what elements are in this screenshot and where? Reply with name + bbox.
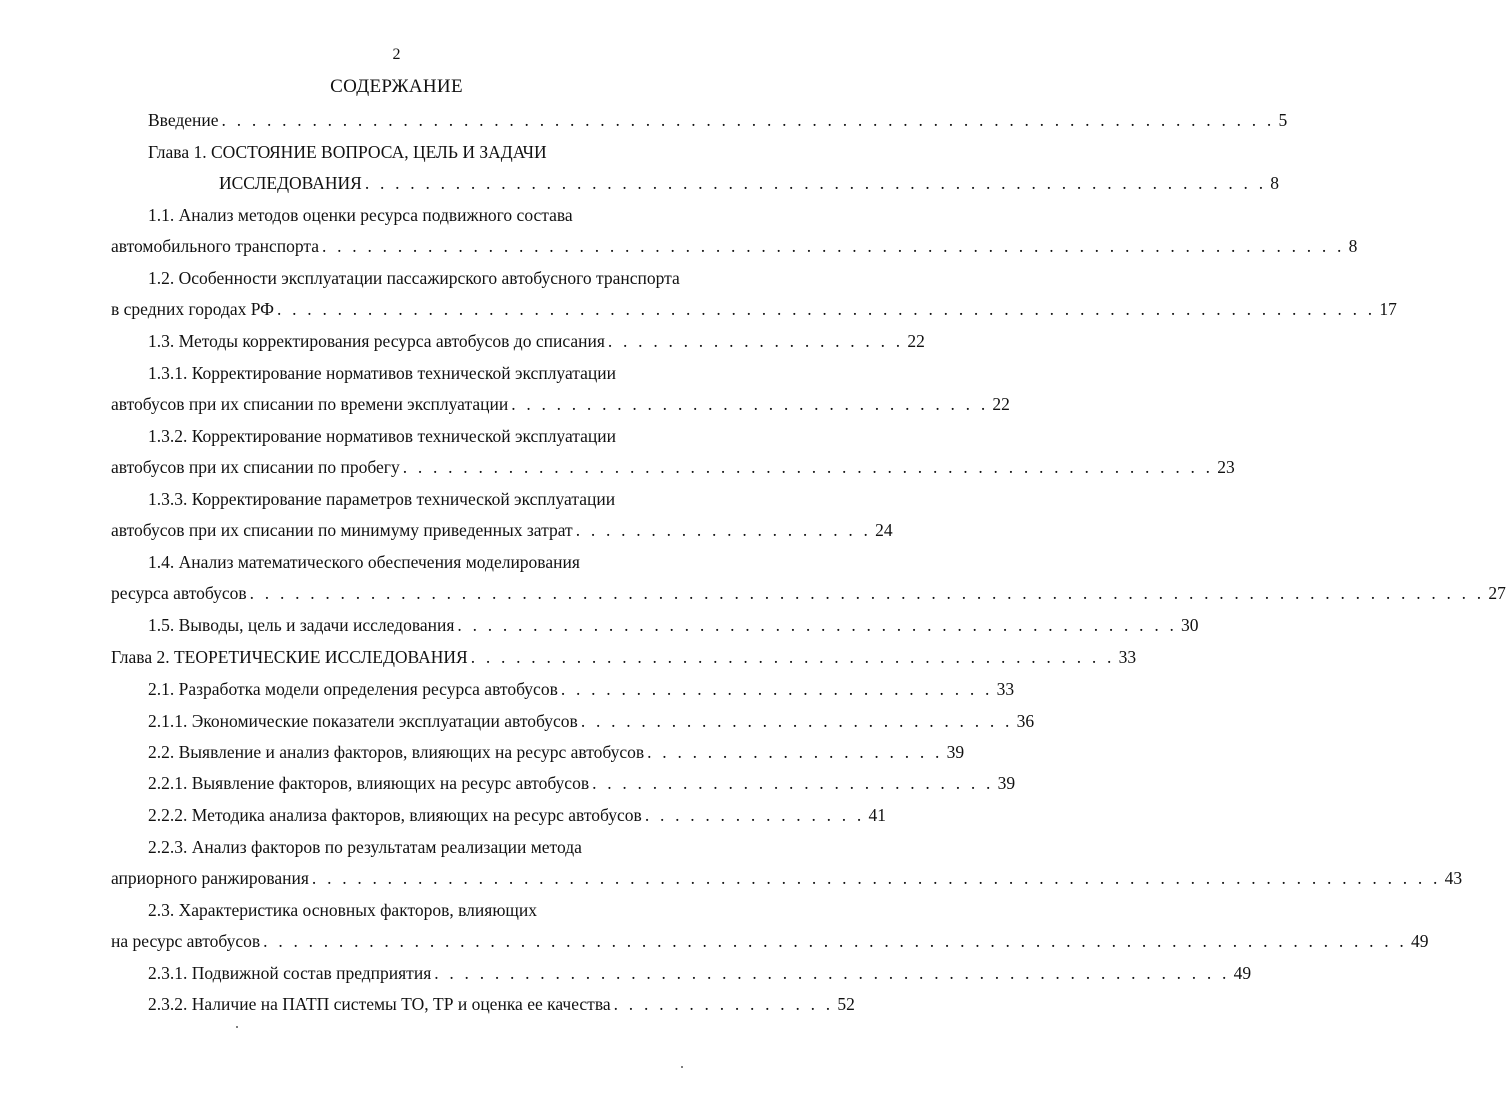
- toc-entry-1-2: [111, 297, 1397, 321]
- toc-entry-1-4: [111, 581, 1506, 605]
- toc-entry-text: Глава 2. ТЕОРЕТИЧЕСКИЕ ИССЛЕДОВАНИЯ: [111, 647, 468, 667]
- toc-entry-text: 2.2.1. Выявление факторов, влияющих на ресурс автобусов: [148, 773, 590, 793]
- toc-entry-1-1: [111, 234, 1358, 258]
- leader-dots: . . . . . . . . . . . . . . . . . . . . . . . . . . . . . . . . . . . . . . . . . . . . . . . . . . . . . . . . . . . . . . . . . . . . . . . . . . . . . . . . . .: [249, 583, 1485, 603]
- toc-page-number: 39: [997, 773, 1016, 793]
- toc-entry-text: 1.5. Выводы, цель и задачи исследования: [148, 615, 455, 635]
- toc-entry-2-3-line1: 2.3. Характеристика основных факторов, влияющих: [148, 900, 537, 920]
- toc-chapter-1: [219, 171, 1280, 195]
- toc-entry-text: 1.3. Методы корректирования ресурса автобусов до списания: [148, 331, 605, 351]
- leader-dots: . . . . . . . . . . . . . . . . . . . .: [647, 742, 943, 762]
- toc-chapter-2: [111, 645, 1137, 669]
- toc-entry-2-2-3-line1: 2.2.3. Анализ факторов по результатам реализации метода: [148, 837, 582, 857]
- toc-entry-text: ресурса автобусов: [111, 583, 247, 603]
- leader-dots: . . . . . . . . . . . . . . .: [644, 805, 865, 825]
- toc-page-number: 22: [992, 394, 1010, 414]
- leader-dots: . . . . . . . . . . . . . . . . . . . . . . . . . . . . . . . .: [511, 394, 989, 414]
- toc-entry-text: 2.2.2. Методика анализа факторов, влияющих на ресурс автобусов: [148, 805, 642, 825]
- toc-page-number: 41: [868, 805, 886, 825]
- leader-dots: . . . . . . . . . . . . . . . . . . . . . . . . . . . . . . . . . . . . . . . . . . . . . . . . . . . . . . . . . . . . . . . . . . . .: [322, 236, 1345, 256]
- toc-entry-text: априорного ранжирования: [111, 868, 309, 888]
- toc-entry-2-2-2: [148, 803, 886, 827]
- toc-entry-2-2: [148, 740, 965, 764]
- toc-entry-1-1-line1: 1.1. Анализ методов оценки ресурса подвижного состава: [148, 205, 573, 225]
- toc-entry-text: в средних городах РФ: [111, 299, 274, 319]
- toc-entry-text: автомобильного транспорта: [111, 236, 319, 256]
- toc-entry-text: 2.1. Разработка модели определения ресурса автобусов: [148, 679, 558, 699]
- leader-dots: . . . . . . . . . . . . . . . . . . . . . . . . . . . . . . . . . . . . . . . . . . .: [470, 647, 1115, 667]
- leader-dots: . . . . . . . . . . . . . . . . . . . . . . . . . . .: [592, 773, 994, 793]
- leader-dots: . . . . . . . . . . . . . . . . . . . . . . . . . . . . . . . . . . . . . . . . . . . . . . . . . . . . .: [434, 963, 1230, 983]
- toc-entry-2-3-2: [148, 992, 855, 1016]
- toc-page-number: 30: [1181, 615, 1199, 635]
- toc-page-number: 43: [1444, 868, 1463, 888]
- leader-dots: . . . . . . . . . . . . . . . . . . . . . . . . . . . . .: [580, 711, 1013, 731]
- toc-page-number: 36: [1016, 711, 1035, 731]
- toc-entry-1-3-1-line1: 1.3.1. Корректирование нормативов технической эксплуатации: [148, 363, 616, 383]
- leader-dots: . . . . . . . . . . . . . . . . . . . . . . . . . . . . . . . . . . . . . . . . . . . . . . . . . . . . . . . . . . . . . . . . . . . . . . . . . . . .: [263, 931, 1407, 951]
- toc-entry-text: автобусов при их списании по минимуму приведенных затрат: [111, 520, 573, 540]
- leader-dots: . . . . . . . . . . . . . . . . . . . . . . . . . . . . .: [560, 679, 993, 699]
- leader-dots: . . . . . . . . . . . . . . . . . . . . . . . . . . . . . . . . . . . . . . . . . . . . . . . .: [457, 615, 1178, 635]
- scan-speck: [681, 1066, 683, 1068]
- toc-page-number: 49: [1233, 963, 1252, 983]
- toc-entry-text: автобусов при их списании по времени эксплуатации: [111, 394, 509, 414]
- toc-entry-1-3-1: [111, 392, 1010, 416]
- leader-dots: . . . . . . . . . . . . . . . . . . . . . . . . . . . . . . . . . . . . . . . . . . . . . . . . . . . . . .: [402, 457, 1214, 477]
- leader-dots: . . . . . . . . . . . . . . . . . . . . . . . . . . . . . . . . . . . . . . . . . . . . . . . . . . . . . . . . . . . .: [364, 173, 1267, 193]
- toc-entry-text: 2.1.1. Экономические показатели эксплуатации автобусов: [148, 711, 578, 731]
- leader-dots: . . . . . . . . . . . . . . . . . . . .: [607, 331, 904, 351]
- leader-dots: . . . . . . . . . . . . . . . . . . . .: [575, 520, 872, 540]
- toc-entry-text: 2.3.2. Наличие на ПАТП системы ТО, ТР и оценка ее качества: [148, 994, 611, 1014]
- toc-page-number: 33: [996, 679, 1015, 699]
- toc-entry-text: на ресурс автобусов: [111, 931, 261, 951]
- toc-page-number: 23: [1217, 457, 1235, 477]
- toc-entry-2-2-3: [111, 866, 1463, 890]
- toc-page-number: 5: [1278, 110, 1288, 130]
- toc-entry-text: 2.3.1. Подвижной состав предприятия: [148, 963, 432, 983]
- toc-page-number: 33: [1118, 647, 1137, 667]
- toc-entry-1-3-3: [111, 518, 893, 542]
- toc-page-number: 39: [946, 742, 965, 762]
- leader-dots: . . . . . . . . . . . . . . . . . . . . . . . . . . . . . . . . . . . . . . . . . . . . . . . . . . . . . . . . . . . . . . . . . . . . . .: [221, 110, 1275, 130]
- toc-entry-2-3: [111, 929, 1429, 953]
- toc-page-number: 24: [875, 520, 893, 540]
- toc-entry-intro: [148, 108, 1288, 132]
- toc-entry-2-1-1: [148, 709, 1035, 733]
- toc-page-number: 52: [837, 994, 855, 1014]
- scan-speck: [236, 1026, 238, 1028]
- toc-entry-2-3-1: [148, 961, 1252, 985]
- toc-entry-1-3: [148, 329, 925, 353]
- toc-entry-2-2-1: [148, 771, 1016, 795]
- page-number: 2: [392, 46, 401, 63]
- toc-entry-1-5: [148, 613, 1199, 637]
- toc-entry-text: ИССЛЕДОВАНИЯ: [219, 173, 362, 193]
- toc-page-number: 8: [1348, 236, 1358, 256]
- toc-page-number: 27: [1488, 583, 1506, 603]
- toc-entry-text: 2.2. Выявление и анализ факторов, влияющих на ресурс автобусов: [148, 742, 645, 762]
- toc-heading: СОДЕРЖАНИЕ: [330, 76, 463, 97]
- toc-entry-1-4-line1: 1.4. Анализ математического обеспечения моделирования: [148, 552, 580, 572]
- toc-entry-1-2-line1: 1.2. Особенности эксплуатации пассажирского автобусного транспорта: [148, 268, 680, 288]
- toc-chapter-1-line1: Глава 1. СОСТОЯНИЕ ВОПРОСА, ЦЕЛЬ И ЗАДАЧИ: [148, 142, 547, 162]
- leader-dots: . . . . . . . . . . . . . . . . . . . . . . . . . . . . . . . . . . . . . . . . . . . . . . . . . . . . . . . . . . . . . . . . . . . . . . . . .: [277, 299, 1376, 319]
- toc-page-number: 8: [1270, 173, 1280, 193]
- toc-entry-1-3-3-line1: 1.3.3. Корректирование параметров технической эксплуатации: [148, 489, 616, 509]
- toc-entry-text: Введение: [148, 110, 219, 130]
- toc-entry-2-1: [148, 677, 1015, 701]
- toc-entry-1-3-2-line1: 1.3.2. Корректирование нормативов технической эксплуатации: [148, 426, 616, 446]
- leader-dots: . . . . . . . . . . . . . . .: [613, 994, 834, 1014]
- toc-entry-text: автобусов при их списании по пробегу: [111, 457, 400, 477]
- toc-entry-1-3-2: [111, 455, 1235, 479]
- toc-page-number: 17: [1379, 299, 1397, 319]
- toc-page-number: 49: [1411, 931, 1429, 951]
- toc-page-number: 22: [907, 331, 925, 351]
- leader-dots: . . . . . . . . . . . . . . . . . . . . . . . . . . . . . . . . . . . . . . . . . . . . . . . . . . . . . . . . . . . . . . . . . . . . . . . . . . .: [311, 868, 1441, 888]
